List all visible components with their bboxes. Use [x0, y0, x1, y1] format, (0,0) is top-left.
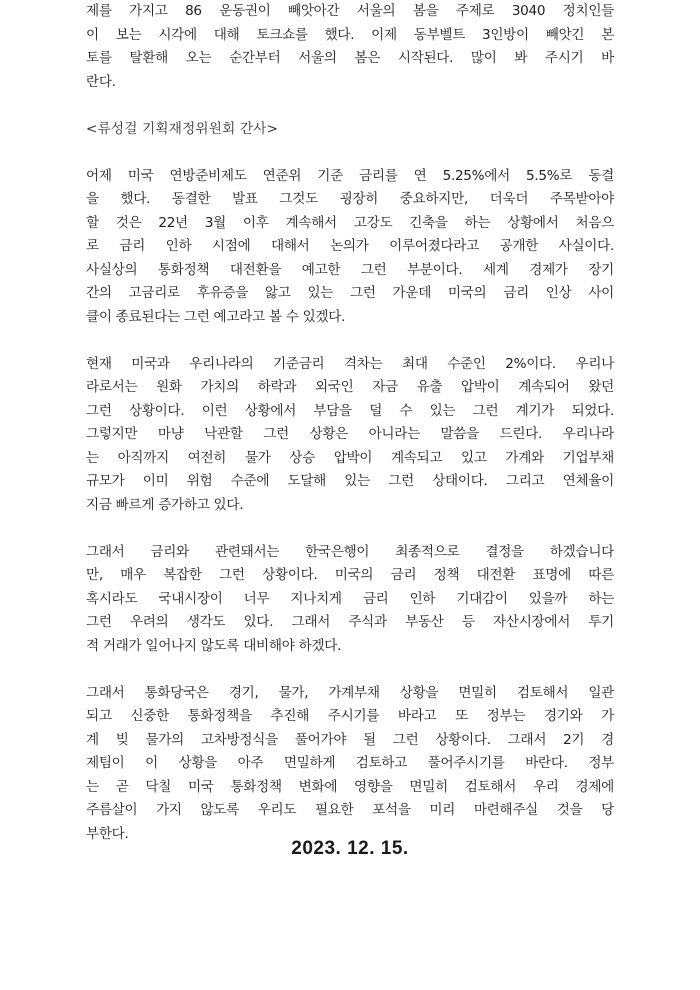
text-line: 주름살이 가지 않도록 우리도 필요한 포석을 미리 마련해주실 것을 당: [86, 802, 614, 818]
intro-paragraph: [86, 0, 614, 94]
speaker-heading: <류성걸 기획재정위원회 간사>: [86, 120, 279, 137]
text-line: 어제 미국 연방준비제도 연준위 기준 금리를 연 5.25%에서 5.5%로 동결: [86, 167, 614, 184]
text-line: 되고 신중한 통화정책을 추진해 주시기를 바라고 또 정부는 경기와 가: [86, 708, 614, 724]
text-line: 그런 상황이다. 이런 상황에서 부담을 덜 수 있는 그런 계기가 되었다.: [86, 402, 614, 419]
text-line: 는 곧 닥칠 미국 통화정책 변화에 영향을 면밀히 검토해서 우리 경제에: [86, 778, 614, 795]
text-line: 규모가 이미 위험 수준에 도달해 있는 그런 상태이다. 그리고 연체율이: [86, 473, 614, 489]
text-line: 부한다.: [86, 825, 129, 842]
text-line: 라로서는 원화 가치의 하락과 외국인 자금 유출 압박이 계속되어 왔던: [86, 379, 614, 395]
paragraph-gap: [86, 329, 614, 353]
body-paragraph: [86, 353, 614, 518]
text-line: 클이 종료된다는 그런 예고라고 볼 수 있겠다.: [86, 308, 346, 325]
text-line: 이 보는 시각에 대해 토크쇼를 했다. 이제 동부벨트 3인방이 빼앗긴 본: [86, 26, 614, 43]
paragraph-gap: [86, 658, 614, 682]
text-line: 로 금리 인하 시점에 대해서 논의가 이루어졌다라고 공개한 사실이다.: [86, 238, 614, 254]
text-line: 현재 미국과 우리나라의 기준금리 격차는 최대 수준인 2%이다. 우리나: [86, 355, 614, 372]
document-date: 2023. 12. 15.: [291, 838, 409, 859]
text-line: 사실상의 통화정책 대전환을 예고한 그런 부분이다. 세계 경제가 장기: [86, 261, 614, 278]
text-line: 적 거래가 일어나지 않도록 대비해야 하겠다.: [86, 637, 342, 654]
body-paragraph: [86, 541, 614, 659]
text-line: 할 것은 22년 3월 이후 계속해서 고강도 긴축을 하는 상황에서 처음으: [86, 214, 614, 231]
text-line: 을 했다. 동결한 발표 그것도 굉장히 중요하지만, 더욱더 주목받아야: [86, 191, 614, 207]
body-paragraph: [86, 682, 614, 847]
text-line: 간의 고금리로 후유증을 앓고 있는 그런 가운데 미국의 금리 인상 사이: [86, 285, 614, 301]
text-line: 혹시라도 국내시장이 너무 지나치게 금리 인하 기대감이 있을까 하는: [86, 590, 614, 607]
text-line: 만, 매우 복잡한 그런 상황이다. 미국의 금리 정책 대전환 표명에 따른: [86, 567, 614, 583]
text-line: 제팀이 이 상황을 아주 면밀하게 검토하고 풀어주시기를 바란다. 정부: [86, 755, 614, 771]
paragraph-gap: [86, 517, 614, 541]
text-line: 그래서 금리와 관련돼서는 한국은행이 최종적으로 결정을 하겠습니다: [86, 543, 614, 560]
text-line: 토를 탈환해 오는 순간부터 서울의 봄은 시작된다. 많이 봐 주시기 바: [86, 50, 614, 66]
text-line: 제를 가지고 86 운동권이 빼앗아간 서울의 봄을 주제로 3040 정치인들: [86, 3, 614, 19]
body-paragraphs: [86, 165, 614, 847]
paragraph-gap: [86, 94, 614, 118]
paragraph-gap: [86, 141, 614, 165]
text-line: 그래서 통화당국은 경기, 물가, 가계부채 상황을 면밀히 검토해서 일관: [86, 684, 614, 701]
text-line: 는 아직까지 여전히 물가 상승 압박이 계속되고 있고 가계와 기업부채: [86, 449, 614, 466]
document-body: [86, 0, 614, 846]
text-line: 란다.: [86, 73, 116, 90]
text-line: 그런 우려의 생각도 있다. 그래서 주식과 부동산 등 자산시장에서 투기: [86, 614, 614, 630]
text-line: 지금 빠르게 증가하고 있다.: [86, 496, 244, 513]
text-line: 그렇지만 마냥 낙관할 그런 상황은 아니라는 말씀을 드린다. 우리나라: [86, 426, 614, 442]
text-line: 계 빚 물가의 고차방정식을 풀어가야 될 그런 상황이다. 그래서 2기 경: [86, 731, 614, 748]
body-paragraph: [86, 165, 614, 330]
